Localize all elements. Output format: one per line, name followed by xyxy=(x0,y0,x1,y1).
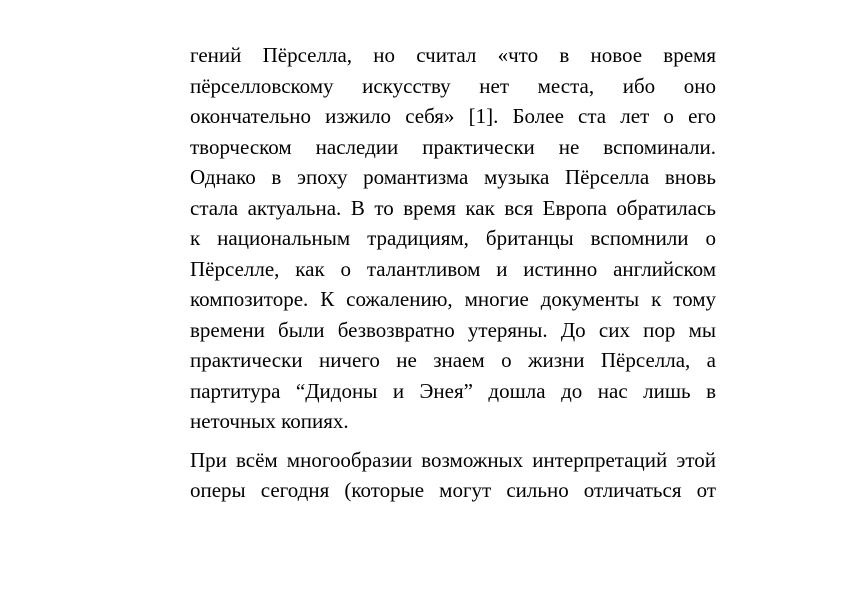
paragraph xyxy=(190,40,716,437)
paragraph xyxy=(190,445,716,506)
text-line: времени были безвозвратно утеряны. До сих пор мы xyxy=(190,317,716,342)
text-line: партитура “Дидоны и Энея” дошла до нас лишь в xyxy=(190,378,716,403)
text-line: При всём многообразии возможных интерпретаций этой xyxy=(190,447,716,472)
text-line: практически ничего не знаем о жизни Пёрселла, а xyxy=(190,348,716,372)
text-line: Однако в эпоху романтизма музыка Пёрселла вновь xyxy=(190,165,716,189)
text-line: к национальным традициям, британцы вспомнили о xyxy=(190,226,716,250)
text-line: Пёрселле, как о талантливом и истинно английском xyxy=(190,256,716,281)
text-line: окончательно изжило себя» [1]. Более ста лет о его xyxy=(190,104,716,128)
text-line: оперы сегодня (которые могут сильно отличаться от xyxy=(190,478,716,502)
body-text xyxy=(190,40,716,506)
paragraph-spacing xyxy=(190,437,716,445)
text-line: пёрселловскому искусству нет места, ибо оно xyxy=(190,73,716,98)
text-line: стала актуальна. В то время как вся Европа обратилась xyxy=(190,195,716,220)
text-line: неточных копиях. xyxy=(190,409,349,433)
text-line: творческом наследии практически не вспоминали. xyxy=(190,134,716,159)
text-line: композиторе. К сожалению, многие документы к тому xyxy=(190,287,716,311)
text-line: гений Пёрселла, но считал «что в новое время xyxy=(190,43,716,67)
